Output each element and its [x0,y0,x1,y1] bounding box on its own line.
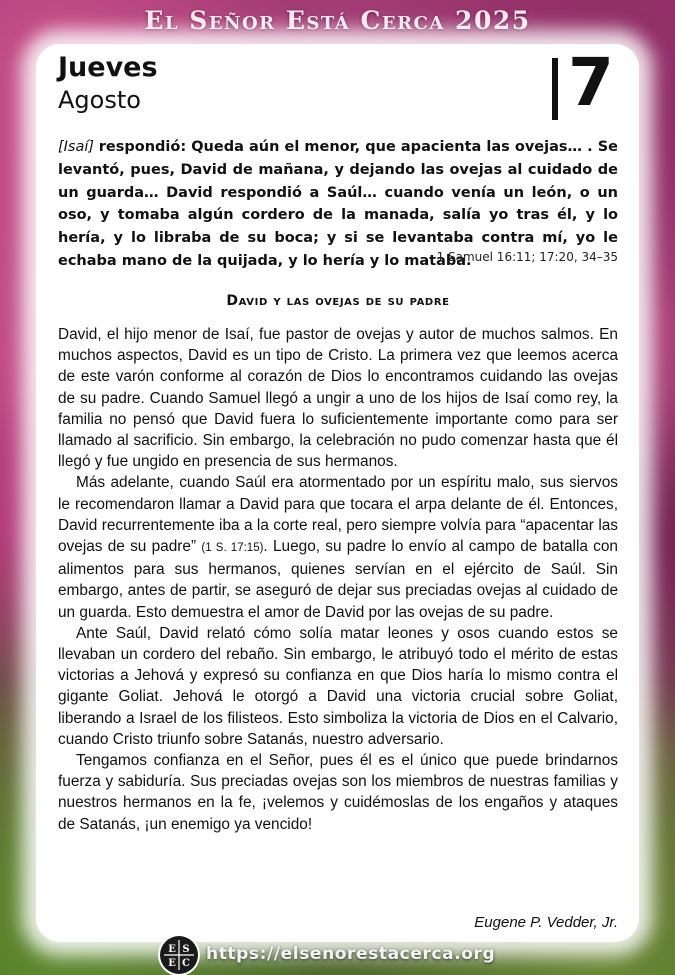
publisher-logo [160,936,198,974]
paragraph: Tengamos confianza en el Señor, pues él es el único que puede brindarnos fuerza y sabiduría. Sus preciadas ovejas son los miembros de nuestras familias y nuestros hermanos en la fe, ¡velemos y cuidémoslas de los engaños y ataques de Satanás, ¡un enemigo ya vencido! [58,752,618,833]
logo-letter: E [168,944,176,955]
verse-reference: 1 Samuel 16:11; 17:20, 34–35 [436,250,618,264]
book-title: El Señor Está Cerca 2025 [144,6,531,35]
paragraph-text: Más adelante, cuando Saúl era atormentado por un espíritu malo, sus siervos le recomendaron llamar a David para que tocara el arpa delante de él. Entonces, David recurrentemente iba a la corte real, pero siempre volvía para “apacentar las ovejas de su padre” [58,474,618,556]
verse-speaker: [Isaí] [58,139,95,155]
logo-letter: C [182,958,190,969]
verse-text: respondió: Queda aún el menor, que apacienta las ovejas… . Se levantó, pues, David de mañana, y dejando las ovejas al cuidado de un guarda… David respondió a Saúl… cuando venía un león, o un oso, y tomaba algún cordero de la manada, salía yo tras él, y lo hería, y lo libraba de su boca; y si se levantaba contra mí, yo le echaba mano de la quijada, y lo hería y lo mataba. [58,139,618,269]
date-divider [552,58,558,120]
paragraph [58,472,618,622]
month: Agosto [58,86,141,114]
paragraph: Ante Saúl, David relató cómo solía matar leones y osos cuando estos se llevaban un cordero del rebaño. Sin embargo, le atribuyó todo el mérito de estas victorias a Jehová y expresó su confianza en que Dios haría lo mismo contra el gigante Goliat. Jehová le otorgó a David una victoria crucial sobre Goliat, liberando a Israel de los filisteos. Esto simboliza la victoria de Dios en el Calvario, cuando Cristo triunfo sobre Satanás, nuestro adversario. [58,624,618,748]
day-number: 7 [568,44,614,121]
weekday: Jueves [58,52,158,83]
paragraph: David, el hijo menor de Isaí, fue pastor de ovejas y autor de muchos salmos. En muchos aspectos, David es un tipo de Cristo. La primera vez que leemos acerca de este varón conforme al corazón de Dios lo encontramos cuidando las ovejas de su padre. Cuando Samuel llegó a ungir a uno de los hijos de Isaí como rey, la familia no pensó que David fuera lo suficientemente importante como para ser llamado al sacrificio. Sin embargo, la celebración no pudo comenzar hasta que él llegó y fue ungido en presencia de sus hermanos. [58,326,618,471]
inline-citation: (1 S. 17:15) [201,542,264,555]
logo-letter: E [168,958,176,969]
website-link[interactable]: https://elsenorestacerca.org [206,944,496,964]
author-signature: Eugene P. Vedder, Jr. [474,914,618,931]
logo-letter: S [182,944,190,955]
paragraph-text: . Luego, su padre lo envío al campo de batalla con alimentos para sus hermanos, quienes servían en el ejército de Saúl. Sin embargo, antes de partir, se aseguró de dejar sus preciadas ovejas al cuidado de un guarda. Esto demuestra el amor de David por las ovejas de su padre. [58,538,618,621]
article-body [58,324,618,835]
article-title: David y las ovejas de su padre [226,293,450,309]
logo-mark [160,936,198,974]
